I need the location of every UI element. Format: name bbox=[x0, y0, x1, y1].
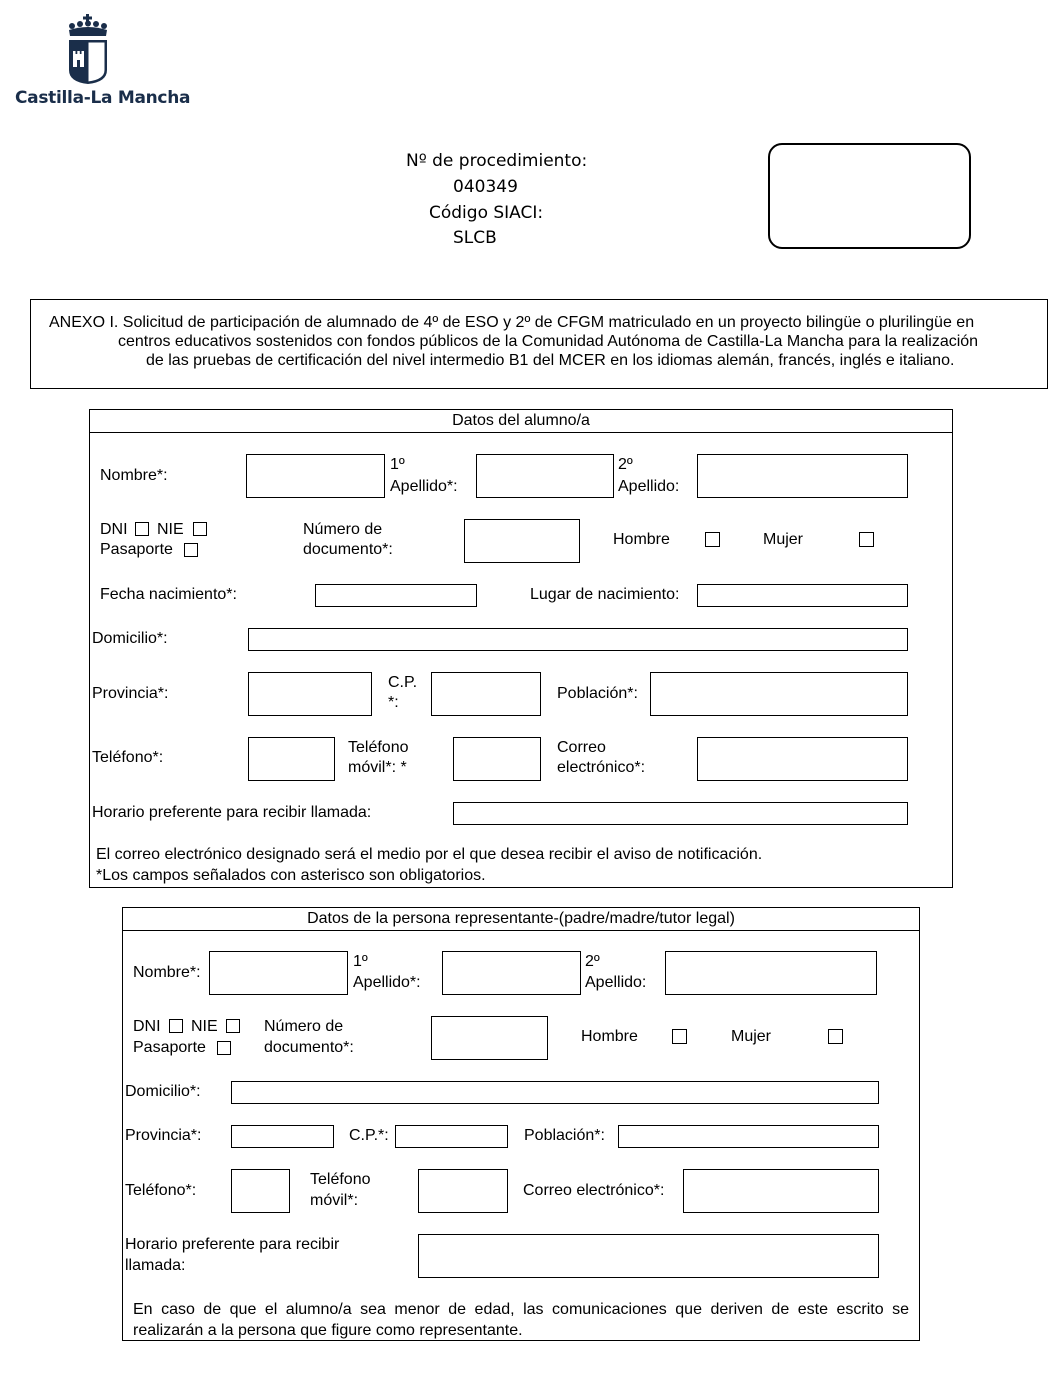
student-note-2: *Los campos señalados con asterisco son obligatorios. bbox=[96, 867, 486, 884]
student-nie-checkbox[interactable] bbox=[193, 522, 207, 536]
student-mujer-label: Mujer bbox=[763, 531, 804, 548]
rep-domicilio-label: Domicilio*: bbox=[125, 1083, 201, 1100]
student-apellido2-label-b: Apellido: bbox=[618, 478, 680, 495]
castilla-la-mancha-logo bbox=[62, 14, 114, 86]
anexo-line-2: centros educativos sostenidos con fondos públicos de la Comunidad Autónoma de Castilla-La Mancha para la realización bbox=[118, 333, 979, 350]
student-dni-checkbox[interactable] bbox=[135, 522, 149, 536]
student-poblacion-label: Población*: bbox=[557, 685, 638, 702]
anexo-title-box bbox=[30, 299, 1048, 389]
representative-section-title: Datos de la persona representante-(padre/madre/tutor legal) bbox=[123, 908, 919, 931]
student-section-title: Datos del alumno/a bbox=[90, 410, 952, 433]
rep-correo-input[interactable] bbox=[683, 1169, 879, 1213]
student-horario-input[interactable] bbox=[453, 802, 908, 825]
student-cp-input[interactable] bbox=[431, 672, 541, 716]
student-fecha-label: Fecha nacimiento*: bbox=[100, 586, 237, 603]
rep-domicilio-input[interactable] bbox=[231, 1081, 879, 1104]
student-numdoc-input[interactable] bbox=[464, 519, 580, 563]
rep-numdoc-input[interactable] bbox=[431, 1016, 548, 1060]
rep-pasaporte-label: Pasaporte bbox=[133, 1039, 206, 1056]
rep-movil-input[interactable] bbox=[418, 1169, 508, 1213]
student-movil-label-a: Teléfono bbox=[348, 739, 409, 756]
student-hombre-checkbox[interactable] bbox=[705, 532, 720, 547]
student-provincia-label: Provincia*: bbox=[92, 685, 169, 702]
student-provincia-input[interactable] bbox=[248, 672, 372, 716]
student-lugar-input[interactable] bbox=[697, 584, 908, 607]
rep-apellido2-label-b: Apellido: bbox=[585, 974, 647, 991]
rep-numdoc-label-b: documento*: bbox=[264, 1039, 354, 1056]
rep-nombre-label: Nombre*: bbox=[133, 964, 201, 981]
student-apellido2-label-a: 2º bbox=[618, 456, 633, 473]
student-apellido1-label-b: Apellido*: bbox=[390, 478, 458, 495]
rep-correo-label: Correo electrónico*: bbox=[523, 1182, 665, 1199]
student-domicilio-input[interactable] bbox=[248, 628, 908, 651]
rep-nombre-input[interactable] bbox=[209, 951, 348, 995]
rep-dni-checkbox[interactable] bbox=[169, 1019, 183, 1033]
registry-stamp-box bbox=[768, 143, 971, 249]
rep-horario-label-a: Horario preferente para recibir bbox=[125, 1236, 340, 1253]
rep-apellido1-label-a: 1º bbox=[353, 953, 368, 970]
student-dni-label: DNI bbox=[100, 521, 128, 538]
rep-poblacion-input[interactable] bbox=[618, 1125, 879, 1148]
rep-numdoc-label-a: Número de bbox=[264, 1018, 344, 1035]
student-nie-label: NIE bbox=[157, 521, 184, 538]
rep-movil-label-b: móvil*: bbox=[310, 1192, 359, 1209]
rep-horario-input[interactable] bbox=[418, 1234, 879, 1278]
student-horario-label: Horario preferente para recibir llamada: bbox=[92, 804, 372, 821]
anexo-line-3: de las pruebas de certificación del nivel intermedio B1 del MCER en los idiomas alemán, francés, inglés e italiano. bbox=[146, 352, 955, 369]
rep-cp-label: C.P.*: bbox=[349, 1127, 389, 1144]
student-hombre-label: Hombre bbox=[613, 531, 670, 548]
student-domicilio-label: Domicilio*: bbox=[92, 630, 168, 647]
rep-nie-label: NIE bbox=[191, 1018, 218, 1035]
student-numdoc-label-a: Número de bbox=[303, 521, 383, 538]
student-pasaporte-checkbox[interactable] bbox=[184, 543, 198, 557]
student-nombre-label: Nombre*: bbox=[100, 467, 168, 484]
rep-apellido2-label-a: 2º bbox=[585, 953, 600, 970]
rep-mujer-checkbox[interactable] bbox=[828, 1029, 843, 1044]
rep-telefono-label: Teléfono*: bbox=[125, 1182, 197, 1199]
rep-cp-input[interactable] bbox=[395, 1125, 508, 1148]
student-numdoc-label-b: documento*: bbox=[303, 541, 393, 558]
student-movil-input[interactable] bbox=[453, 737, 541, 781]
student-telefono-input[interactable] bbox=[248, 737, 335, 781]
student-poblacion-input[interactable] bbox=[650, 672, 908, 716]
student-fecha-input[interactable] bbox=[315, 584, 477, 607]
rep-provincia-label: Provincia*: bbox=[125, 1127, 202, 1144]
rep-movil-label-a: Teléfono bbox=[310, 1171, 371, 1188]
rep-apellido1-label-b: Apellido*: bbox=[353, 974, 421, 991]
student-lugar-label: Lugar de nacimiento: bbox=[530, 586, 680, 603]
rep-poblacion-label: Población*: bbox=[524, 1127, 605, 1144]
student-correo-label-b: electrónico*: bbox=[557, 759, 646, 776]
student-cp-label-a: C.P. bbox=[388, 674, 418, 691]
student-note-1: El correo electrónico designado será el medio por el que desea recibir el aviso de notificación. bbox=[96, 846, 763, 863]
rep-pasaporte-checkbox[interactable] bbox=[217, 1041, 231, 1055]
rep-dni-label: DNI bbox=[133, 1018, 161, 1035]
rep-horario-label-b: llamada: bbox=[125, 1257, 186, 1274]
anexo-line-1: ANEXO I. Solicitud de participación de alumnado de 4º de ESO y 2º de CFGM matriculado en un proyecto bilingüe o plurilingüe en bbox=[49, 314, 975, 331]
rep-hombre-label: Hombre bbox=[581, 1028, 638, 1045]
procedure-label: Nº de procedimiento: bbox=[406, 151, 588, 171]
rep-telefono-input[interactable] bbox=[231, 1169, 290, 1213]
student-movil-label-b: móvil*: * bbox=[348, 759, 407, 776]
student-pasaporte-label: Pasaporte bbox=[100, 541, 173, 558]
rep-apellido1-input[interactable] bbox=[442, 951, 581, 995]
student-nombre-input[interactable] bbox=[246, 454, 385, 498]
student-apellido2-input[interactable] bbox=[697, 454, 908, 498]
rep-mujer-label: Mujer bbox=[731, 1028, 772, 1045]
rep-nie-checkbox[interactable] bbox=[226, 1019, 240, 1033]
coat-of-arms-icon bbox=[62, 14, 114, 86]
rep-apellido2-input[interactable] bbox=[665, 951, 877, 995]
siaci-label: Código SIACI: bbox=[429, 203, 544, 223]
siaci-code: SLCB bbox=[453, 228, 497, 248]
rep-provincia-input[interactable] bbox=[231, 1125, 334, 1148]
student-correo-input[interactable] bbox=[697, 737, 908, 781]
rep-note: En caso de que el alumno/a sea menor de edad, las comunicaciones que deriven de este escrito se realizarán a la persona que figure como representante. bbox=[133, 1301, 909, 1339]
student-correo-label-a: Correo bbox=[557, 739, 606, 756]
student-apellido1-label-a: 1º bbox=[390, 456, 405, 473]
rep-hombre-checkbox[interactable] bbox=[672, 1029, 687, 1044]
student-mujer-checkbox[interactable] bbox=[859, 532, 874, 547]
student-apellido1-input[interactable] bbox=[476, 454, 614, 498]
procedure-number: 040349 bbox=[453, 177, 518, 197]
student-telefono-label: Teléfono*: bbox=[92, 749, 164, 766]
student-cp-label-b: *: bbox=[388, 694, 399, 711]
logo-text: Castilla-La Mancha bbox=[15, 88, 191, 108]
